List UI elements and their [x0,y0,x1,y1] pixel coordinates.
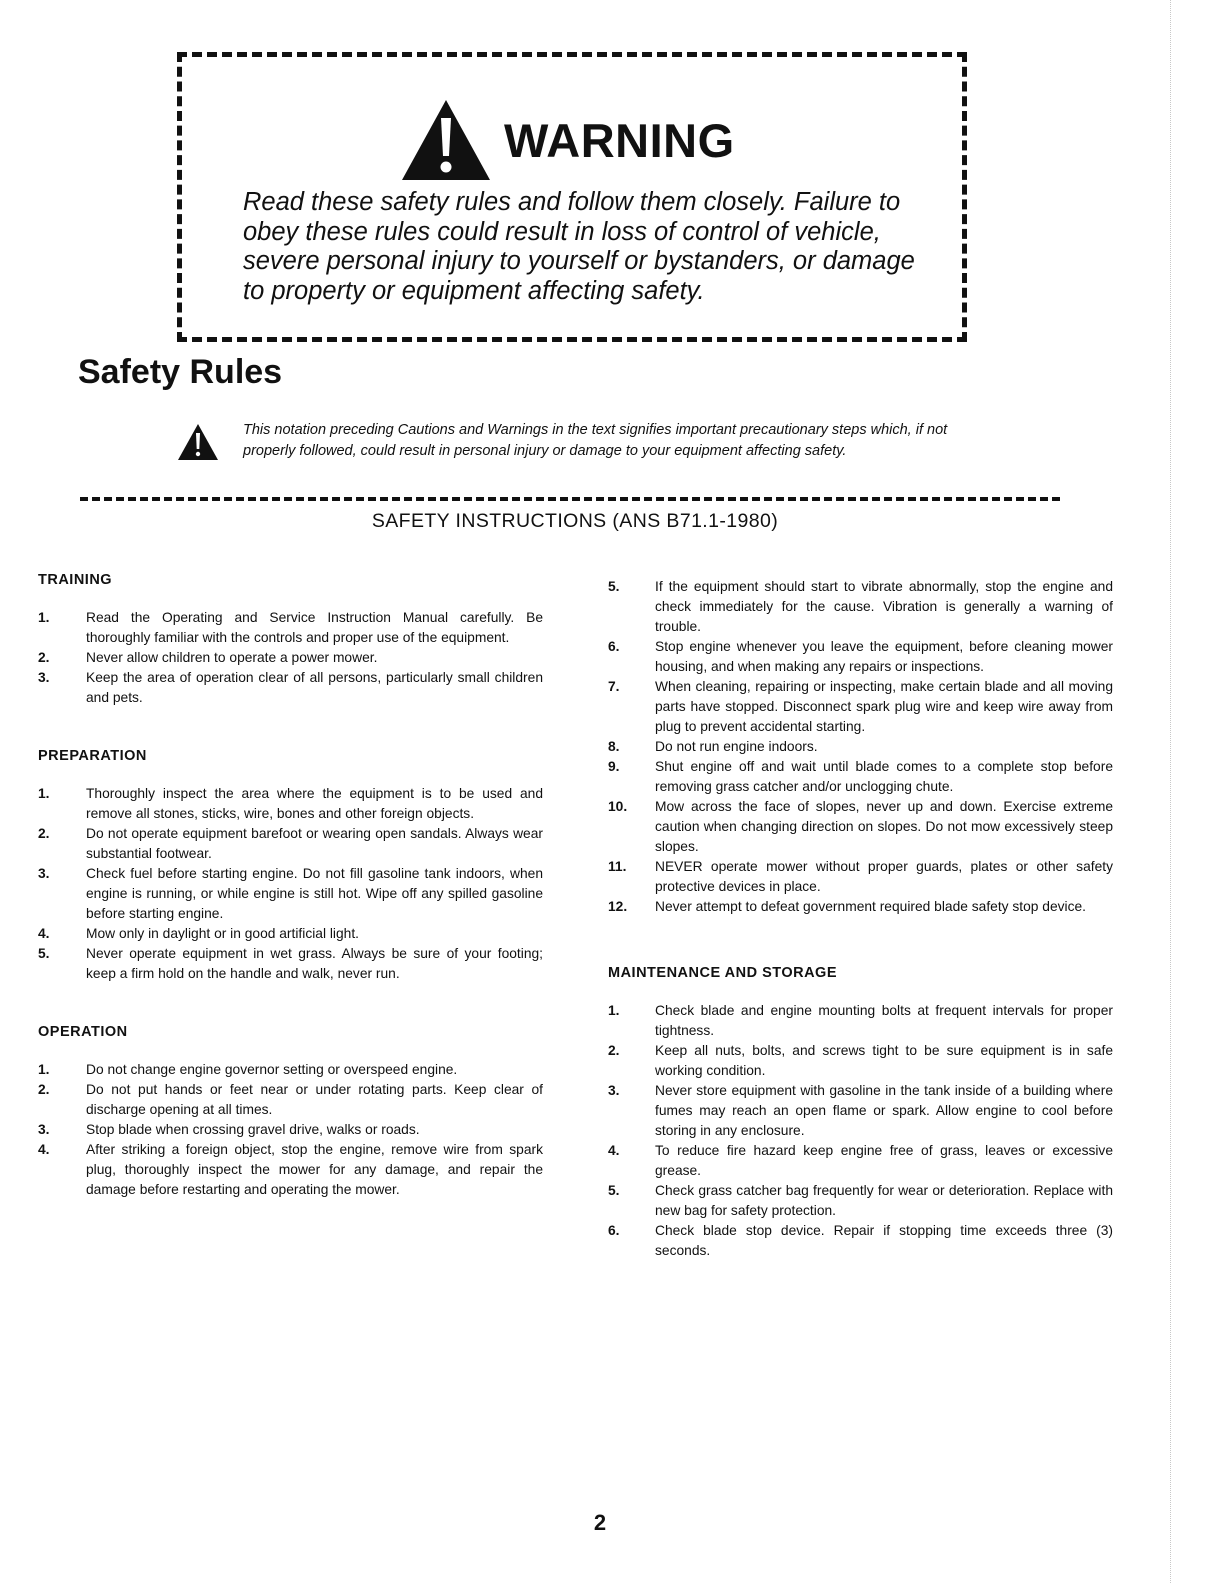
list-item: 1. Check blade and engine mounting bolts at frequent intervals for proper tightness. [608,1003,1113,1038]
dashed-divider [80,497,1060,501]
warning-text: Read these safety rules and follow them closely. Failure to obey these rules could result in loss of control of vehicle, severe personal injury to yourself or bystanders, or damage to property or equipment affecting safety. [243,188,915,305]
list-item: 5. Check grass catcher bag frequently for wear or deterioration. Replace with new bag for safety protection. [608,1183,1113,1218]
list-item: 12. Never attempt to defeat government required blade safety stop device. [608,899,1087,914]
warning-title: WARNING [504,113,735,167]
list-item: 1. Thoroughly inspect the area where the equipment is to be used and remove all stones, sticks, wire, bones and other foreign objects. [38,786,543,821]
warning-header [400,95,735,185]
maintenance-heading: MAINTENANCE AND STORAGE [608,965,838,981]
preparation-list [38,784,543,984]
list-item: 2. Keep all nuts, bolts, and screws tight to be sure equipment is in safe working condition. [608,1043,1113,1078]
caution-triangle-icon [177,423,219,461]
list-item: 7. When cleaning, repairing or inspecting, make certain blade and all moving parts have stopped. Disconnect spark plug wire and keep wire away from plug to prevent accidental starting. [608,679,1113,734]
list-item: 3. Never store equipment with gasoline in the tank inside of a building where fumes may reach an open flame or spark. Allow engine to cool before storing in any enclosure. [608,1083,1113,1138]
list-item: 6. Check blade stop device. Repair if stopping time exceeds three (3) seconds. [608,1223,1113,1258]
notation-text: This notation preceding Cautions and Warnings in the text signifies important precautionary steps which, if not properly followed, could result in personal injury or damage to your equipment affecting safety. [243,422,948,459]
list-item: 3. Check fuel before starting engine. Do not fill gasoline tank indoors, when engine is running, or while engine is still hot. Wipe off any spilled gasoline before starting engine. [38,866,543,921]
page-title: Safety Rules [78,353,283,391]
list-item: 1. Do not change engine governor setting or overspeed engine. [38,1062,458,1077]
list-item: 11. NEVER operate mower without proper guards, plates or other safety protective devices in place. [608,859,1113,894]
maintenance-list [608,1001,1113,1261]
operation-list [38,1060,543,1200]
list-item: 2. Never allow children to operate a power mower. [38,650,378,665]
operation-list-continued [608,577,1113,917]
list-item: 4. To reduce fire hazard keep engine free of grass, leaves or excessive grease. [608,1143,1113,1178]
training-list [38,608,543,708]
list-item: 4. Mow only in daylight or in good artificial light. [38,926,360,941]
page-edge-line [1170,0,1172,1583]
training-heading: TRAINING [38,572,113,588]
list-item: 8. Do not run engine indoors. [608,739,818,754]
page-number: 2 [593,1510,607,1535]
list-item: 4. After striking a foreign object, stop the engine, remove wire from spark plug, thoroughly inspect the mower for any damage, and repair the damage before restarting and operating the mower. [38,1142,543,1197]
list-item: 3. Stop blade when crossing gravel drive, walks or roads. [38,1122,420,1137]
list-item: 6. Stop engine whenever you leave the equipment, before cleaning mower housing, and when making any repairs or inspections. [608,639,1113,674]
list-item: 2. Do not operate equipment barefoot or wearing open sandals. Always wear substantial footwear. [38,826,543,861]
list-item: 1. Read the Operating and Service Instruction Manual carefully. Be thoroughly familiar with the controls and proper use of the equipment. [38,610,543,645]
list-item: 5. Never operate equipment in wet grass. Always be sure of your footing; keep a firm hold on the handle and walk, never run. [38,946,543,981]
right-column [608,577,1113,1261]
list-item: 3. Keep the area of operation clear of all persons, particularly small children and pets. [38,670,543,705]
instructions-title: SAFETY INSTRUCTIONS (ANS B71.1-1980) [371,510,779,532]
operation-heading: OPERATION [38,1024,128,1040]
warning-triangle-icon [400,98,492,182]
list-item: 5. If the equipment should start to vibrate abnormally, stop the engine and check immediately for the cause. Vibration is generally a warning of trouble. [608,579,1113,634]
list-item: 2. Do not put hands or feet near or under rotating parts. Keep clear of discharge opening at all times. [38,1082,543,1117]
list-item: 10. Mow across the face of slopes, never up and down. Exercise extreme caution when changing direction on slopes. Do not mow excessively steep slopes. [608,799,1113,854]
preparation-heading: PREPARATION [38,748,147,764]
left-column [38,570,543,1200]
list-item: 9. Shut engine off and wait until blade comes to a complete stop before removing grass catcher and/or unclogging chute. [608,759,1113,794]
